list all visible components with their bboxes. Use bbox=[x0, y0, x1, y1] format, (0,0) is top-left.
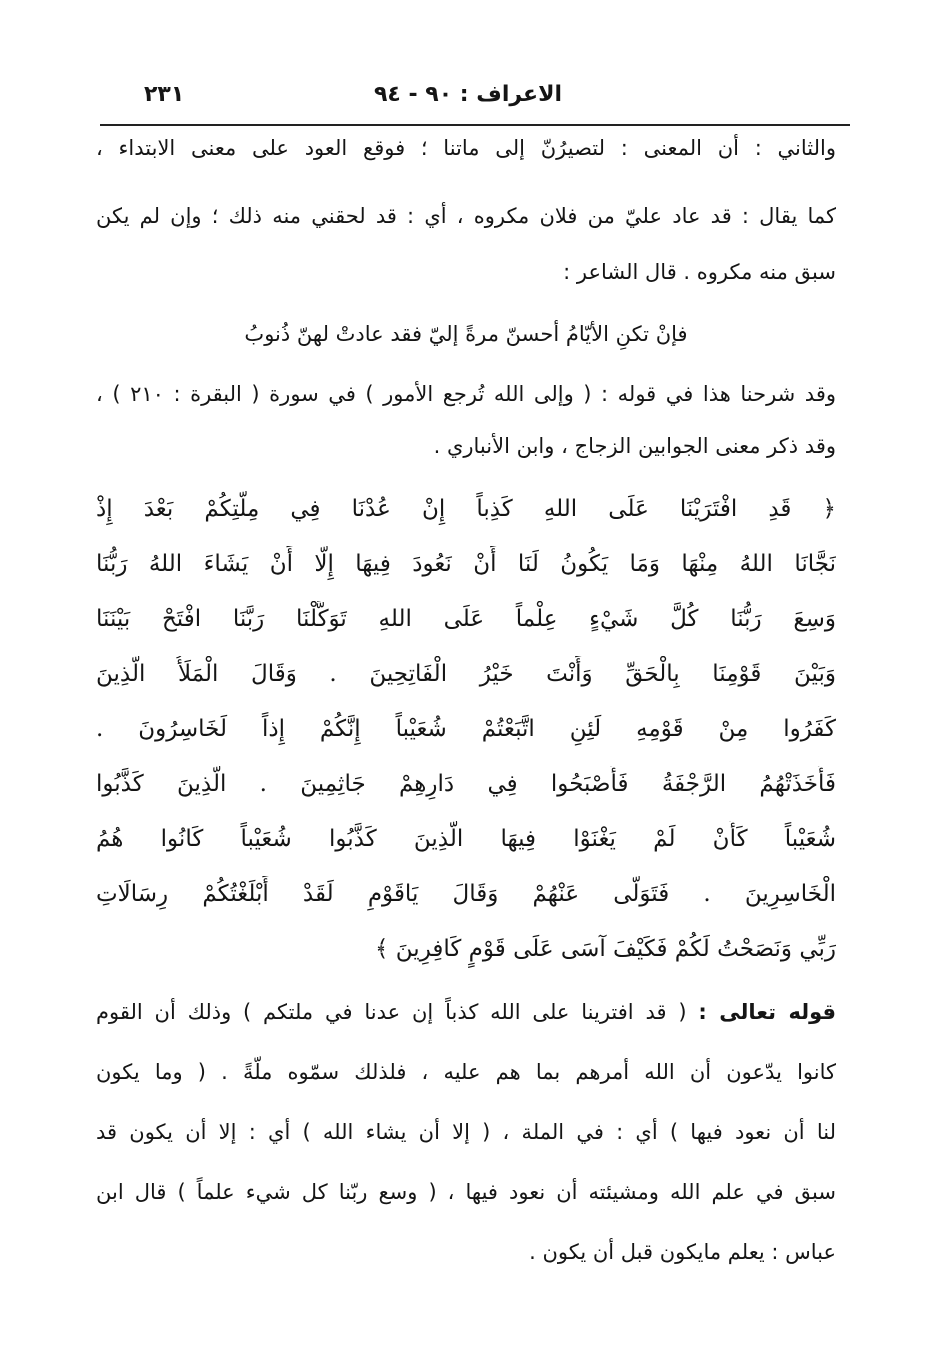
body-line: وقد ذكر معنى الجوابين الزجاج ، وابن الأنباري . bbox=[433, 434, 836, 458]
quran-line: ﴿ قَدِ افْتَرَيْنَا عَلَى اللهِ كَذِباً إِنْ عُدْنَا فِي مِلَّتِكُمْ بَعْدَ إِذْ bbox=[96, 496, 836, 522]
poem-verse: فإنْ تكنِ الأيّامُ أحسنّ مرةً إليّ فقد عادتْ لهنّ ذُنوبُ bbox=[244, 322, 688, 346]
quran-line: الْخَاسِرِينَ . فَتَوَلَّى عَنْهُمْ وَقَالَ يَاقَوْمِ لَقَدْ أَبْلَغْتُكُمْ رِسَالَاتِ bbox=[96, 881, 836, 907]
commentary-line bbox=[96, 996, 836, 1030]
page-header bbox=[100, 78, 850, 122]
quran-line: وَسِعَ رَبُّنَا كُلَّ شَيْءٍ عِلْماً عَلَى اللهِ تَوَكَّلْنَا رَبَّنَا افْتَحْ بَيْنَنَا bbox=[96, 606, 836, 632]
commentary-line: لنا أن نعود فيها ) أي : في الملة ، ( إلا أن يشاء الله ) أي : إلا أن يكون قد bbox=[96, 1120, 836, 1144]
quran-line: كَفَرُوا مِنْ قَوْمِهِ لَئِنِ اتَّبَعْتُمْ شُعَيْباً إِنَّكُمْ إِذاً لَخَاسِرُونَ . bbox=[96, 716, 836, 742]
quran-line: نَجَّانَا اللهُ مِنْهَا وَمَا يَكُونُ لَنَا أَنْ نَعُودَ فِيهَا إِلَّا أَنْ يَشَاءَ اللهُ رَبُّنَا bbox=[96, 551, 836, 577]
quran-line: شُعَيْباً كَأَنْ لَمْ يَغْنَوْا فِيهَا الَّذِينَ كَذَّبُوا شُعَيْباً كَانُوا هُمُ bbox=[96, 826, 836, 852]
body-line: سبق منه مكروه . قال الشاعر : bbox=[563, 260, 836, 284]
running-title: الاعراف : ٩٠ - ٩٤ bbox=[373, 82, 562, 107]
commentary-line: كانوا يدّعون أن الله أمرهم بما هم عليه ، فلذلك سمّوه ملّةً . ( وما يكون bbox=[96, 1060, 836, 1084]
page-number: ٢٣١ bbox=[144, 82, 185, 107]
lead-word: قوله تعالى : bbox=[698, 1000, 836, 1024]
body-line: كما يقال : قد عاد عليّ من فلان مكروه ، أي : قد لحقني منه ذلك ؛ وإن لم يكن bbox=[96, 204, 836, 228]
header-rule bbox=[100, 124, 850, 126]
quran-line: وَبَيْنَ قَوْمِنَا بِالْحَقِّ وَأَنْتَ خَيْرُ الْفَاتِحِينَ . وَقَالَ الْمَلَأُ الَّذِينَ bbox=[96, 661, 836, 687]
commentary-text: ( قد افترينا على الله كذباً إن عدنا في ملتكم ) وذلك أن القوم bbox=[96, 1000, 687, 1024]
quran-line: رَبِّي وَنَصَحْتُ لَكُمْ فَكَيْفَ آسَى عَلَى قَوْمٍ كَافِرِينَ ﴾ bbox=[375, 936, 836, 962]
body-line: وقد شرحنا هذا في قوله : ( وإلى الله تُرجع الأمور ) في سورة ( البقرة : ٢١٠ ) ، bbox=[96, 382, 836, 406]
quran-line: فَأَخَذَتْهُمُ الرَّجْفَةُ فَأَصْبَحُوا فِي دَارِهِمْ جَاثِمِينَ . الَّذِينَ كَذَّبُوا bbox=[96, 771, 836, 797]
commentary-line: سبق في علم الله ومشيئته أن نعود فيها ، ( وسع ربّنا كل شيء علماً ) قال ابن bbox=[96, 1180, 836, 1204]
commentary-line: عباس : يعلم مايكون قبل أن يكون . bbox=[529, 1240, 836, 1264]
body-line: والثاني : أن المعنى : لتصيرُنّ إلى ماتنا ؛ فوقع العود على معنى الابتداء ، bbox=[96, 136, 836, 160]
